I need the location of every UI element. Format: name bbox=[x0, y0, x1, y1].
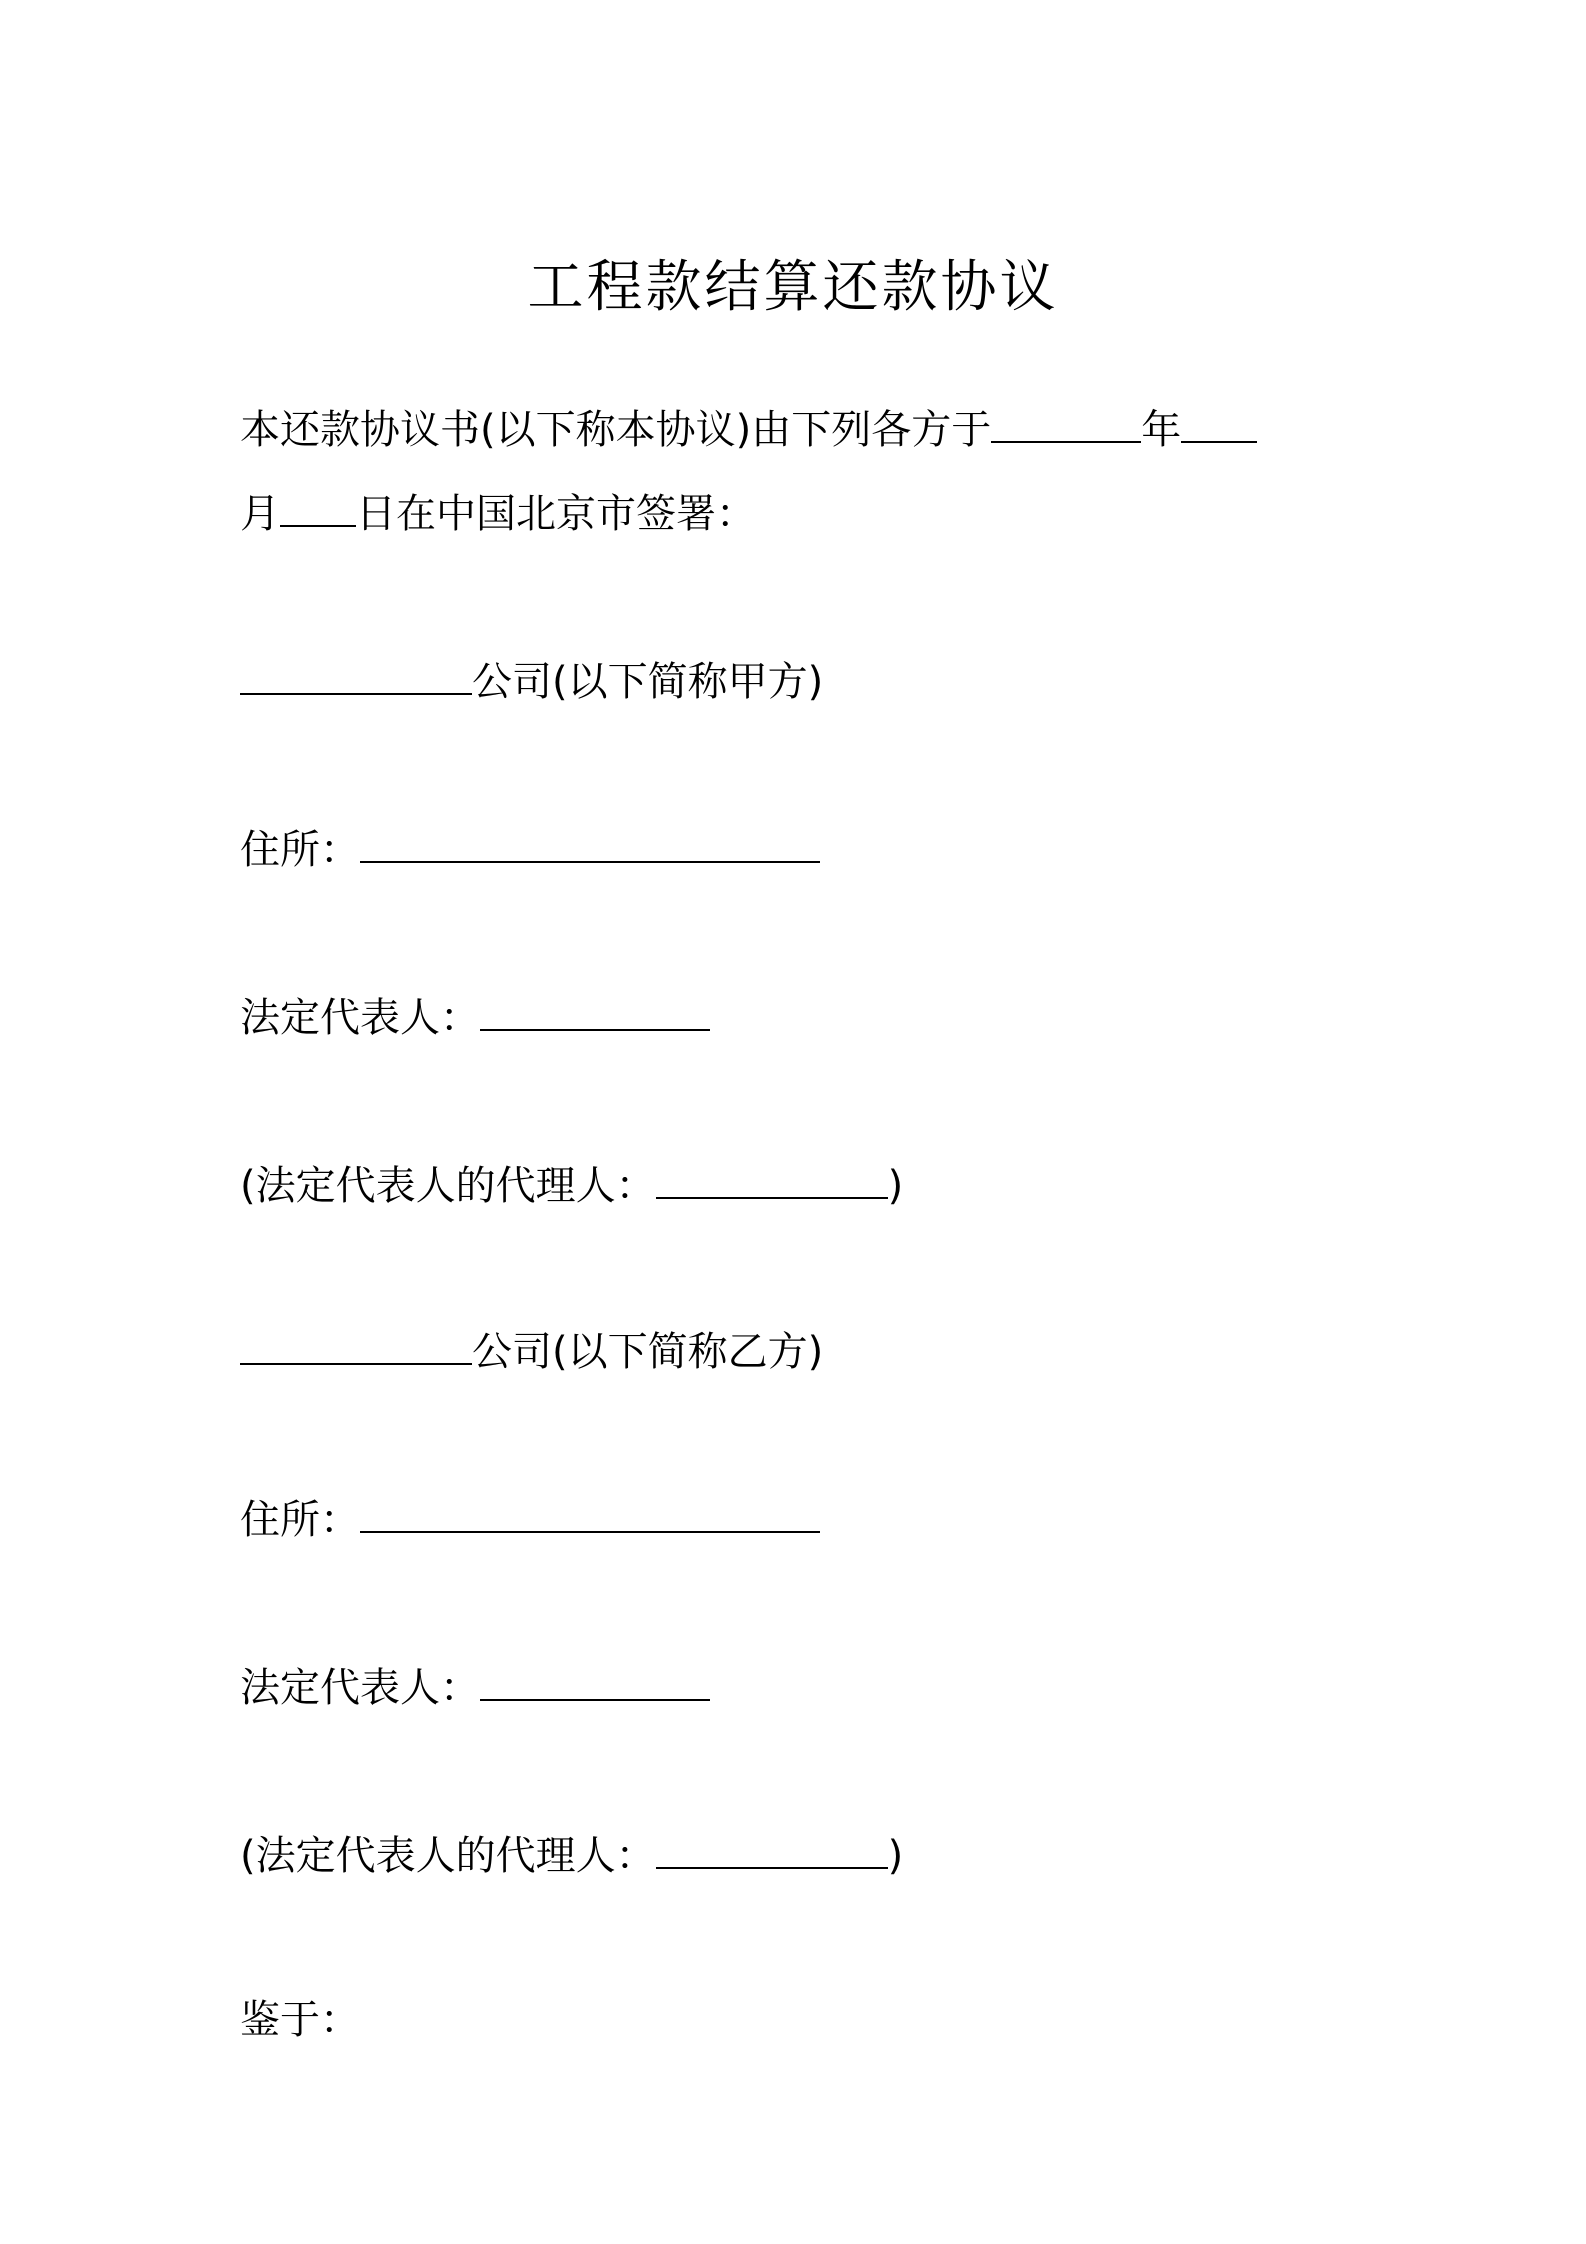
party-a-company-line bbox=[240, 652, 823, 712]
day-blank[interactable] bbox=[280, 524, 356, 527]
month-label: 月 bbox=[240, 491, 280, 537]
whereas-line bbox=[240, 1990, 360, 2050]
party-b-agent-close: ) bbox=[887, 1833, 904, 1879]
intro-line-2 bbox=[240, 484, 756, 544]
year-label: 年 bbox=[1141, 407, 1182, 453]
party-a-legal-rep-label: 法定代表人： bbox=[240, 995, 480, 1041]
party-b-address-line bbox=[240, 1490, 820, 1550]
party-a-address-blank[interactable] bbox=[360, 860, 820, 863]
party-a-agent-label: (法定代表人的代理人： bbox=[240, 1163, 656, 1209]
party-a-agent-close: ) bbox=[887, 1163, 904, 1209]
intro-line-1 bbox=[240, 400, 1257, 460]
party-b-company-label: 公司(以下简称乙方) bbox=[472, 1329, 824, 1375]
party-b-address-label: 住所： bbox=[240, 1497, 360, 1543]
party-b-address-blank[interactable] bbox=[360, 1530, 820, 1533]
party-a-address-label: 住所： bbox=[240, 827, 360, 873]
year-blank[interactable] bbox=[991, 440, 1141, 443]
party-b-legal-rep-label: 法定代表人： bbox=[240, 1665, 480, 1711]
party-a-agent-line bbox=[240, 1156, 903, 1216]
party-b-agent-label: (法定代表人的代理人： bbox=[240, 1833, 656, 1879]
party-a-legal-rep-blank[interactable] bbox=[480, 1028, 710, 1031]
party-b-company-line bbox=[240, 1322, 823, 1382]
document-title: 工程款结算还款协议 bbox=[527, 255, 1059, 320]
party-b-legal-rep-line bbox=[240, 1658, 710, 1718]
party-b-company-blank[interactable] bbox=[240, 1362, 472, 1365]
party-b-agent-blank[interactable] bbox=[656, 1866, 888, 1869]
whereas-label: 鉴于： bbox=[240, 1997, 360, 2043]
party-a-agent-blank[interactable] bbox=[656, 1196, 888, 1199]
party-b-agent-line bbox=[240, 1826, 903, 1886]
party-a-address-line bbox=[240, 820, 820, 880]
party-a-company-label: 公司(以下简称甲方) bbox=[472, 659, 824, 705]
party-a-company-blank[interactable] bbox=[240, 692, 472, 695]
sign-location-text: 日在中国北京市签署： bbox=[356, 491, 756, 537]
party-b-legal-rep-blank[interactable] bbox=[480, 1698, 710, 1701]
party-a-legal-rep-line bbox=[240, 988, 710, 1048]
intro-text: 本还款协议书(以下称本协议)由下列各方于 bbox=[240, 407, 992, 453]
year-trailing-blank[interactable] bbox=[1181, 440, 1257, 443]
